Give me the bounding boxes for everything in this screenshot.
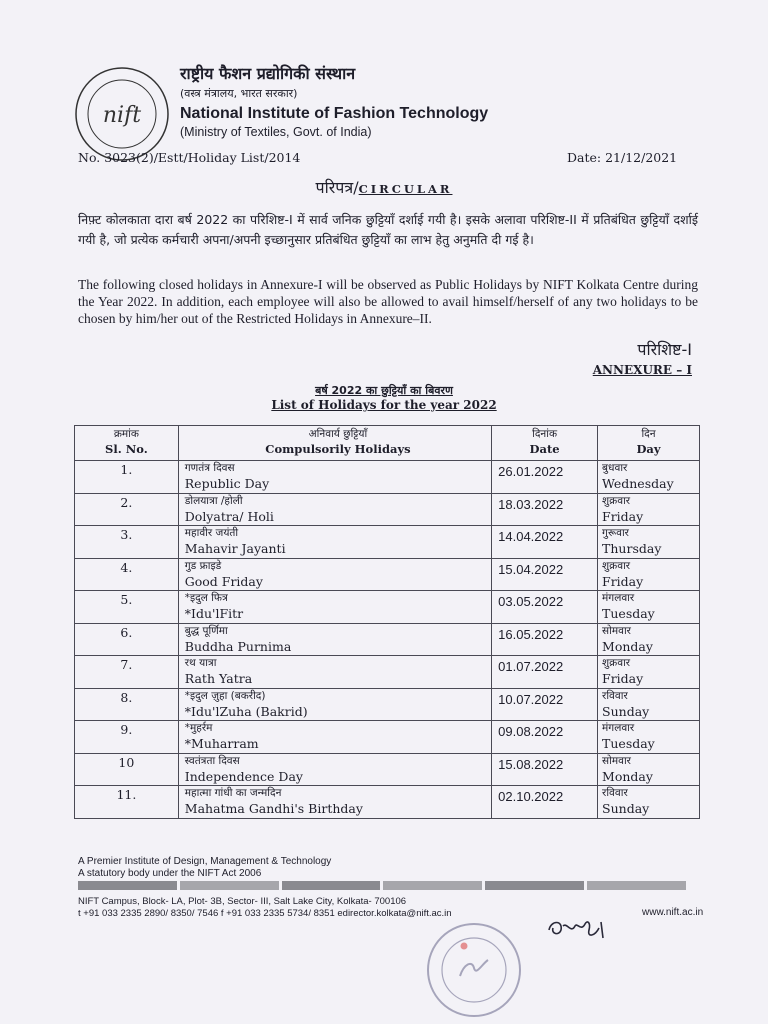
annexure-hindi: परिशिष्ट-I [637, 340, 692, 359]
holiday-name-hindi: गुड फ्राइडे [184, 559, 222, 572]
cell-date [492, 558, 598, 591]
day-hindi: मंगलवार [602, 722, 635, 734]
circular-date: Date: 21/12/2021 [567, 150, 678, 165]
header-day-english: Day [636, 442, 661, 456]
institute-stamp-image [416, 914, 532, 1018]
table-row [75, 591, 700, 624]
holiday-date: 10.07.2022 [498, 691, 564, 707]
day-hindi: सोमवार [602, 624, 631, 637]
cell-holiday [178, 656, 491, 689]
table-row [75, 623, 700, 656]
ministry-english: (Ministry of Textiles, Govt. of India) [180, 125, 372, 139]
day-english: Friday [602, 573, 644, 589]
day-hindi: शुक्रवार [602, 559, 631, 572]
cell-day [598, 526, 700, 559]
sl-no: 1. [120, 462, 133, 477]
cell-sl-no [75, 623, 179, 656]
cell-holiday [178, 461, 491, 494]
header-date [492, 426, 598, 461]
day-hindi: मंगलवार [602, 592, 635, 604]
table-row [75, 526, 700, 559]
footer-statutory: A statutory body under the NIFT Act 2006 [78, 868, 262, 879]
holiday-name-hindi: रथ यात्रा [184, 657, 217, 669]
cell-day [598, 493, 700, 526]
table-row [75, 656, 700, 689]
holiday-name-hindi: बुद्ध पूर्णिमा [184, 624, 228, 637]
header-day-hindi: दिन [641, 428, 656, 440]
cell-sl-no [75, 461, 179, 494]
day-hindi: रविवार [602, 689, 628, 702]
holiday-name-english: Dolyatra/ Holi [184, 508, 274, 524]
holiday-date: 09.08.2022 [498, 724, 564, 739]
cell-holiday [178, 526, 491, 559]
cell-holiday [178, 591, 491, 624]
sl-no: 6. [120, 624, 133, 640]
holiday-name-hindi: *इदुल फित्र [184, 592, 228, 604]
footer-address: NIFT Campus, Block- LA, Plot- 3B, Sector- III, Salt Lake City, Kolkata- 700106 [78, 896, 407, 907]
cell-day [598, 461, 700, 494]
holiday-name-english: Good Friday [184, 573, 263, 589]
day-english: Friday [602, 671, 644, 686]
cell-date [492, 688, 598, 721]
cell-date [492, 753, 598, 786]
day-english: Tuesday [602, 606, 655, 621]
cell-day [598, 656, 700, 689]
institute-name-hindi: राष्ट्रीय फैशन प्रद्योगिकी संस्थान [180, 64, 356, 83]
holiday-date: 03.05.2022 [498, 594, 564, 609]
list-title-hindi: बर्ष 2022 का छुट्टियाँ का बिवरण [315, 384, 453, 397]
cell-holiday [178, 753, 491, 786]
day-hindi: शुक्रवार [602, 657, 631, 669]
holiday-name-english: Buddha Purnima [184, 638, 292, 654]
header-holiday-english: Compulsorily Holidays [265, 442, 411, 456]
cell-date [492, 461, 598, 494]
cell-holiday [178, 786, 491, 819]
holiday-name-english: *Idu'lFitr [184, 606, 244, 621]
cell-holiday [178, 493, 491, 526]
table-row [75, 688, 700, 721]
footer-website: www.nift.ac.in [642, 907, 704, 918]
footer-contact: t +91 033 2335 2890/ 8350/ 7546 f +91 033 2335 5734/ 8351 edirector.kolkata@nift.ac.in [78, 908, 452, 919]
sl-no: 3. [120, 527, 133, 542]
sl-no: 2. [120, 494, 133, 510]
holiday-date: 18.03.2022 [498, 496, 564, 512]
holiday-name-english: Rath Yatra [184, 671, 253, 686]
cell-date [492, 591, 598, 624]
footer-tagline-block [78, 856, 331, 880]
cell-sl-no [75, 493, 179, 526]
cell-sl-no [75, 656, 179, 689]
holiday-name-hindi: महावीर जयंती [184, 527, 239, 539]
cell-date [492, 721, 598, 754]
reference-number: No. 3023(2)/Estt/Holiday List/2014 [78, 150, 301, 165]
cell-day [598, 721, 700, 754]
sl-no: 9. [120, 722, 133, 737]
cell-date [492, 526, 598, 559]
holiday-name-hindi: *इदुल ज़ुहा (बकरीद) [184, 689, 266, 702]
holiday-rows [75, 461, 700, 819]
cell-day [598, 591, 700, 624]
table-row [75, 786, 700, 819]
circular-title [0, 176, 768, 198]
footer-tagline: A Premier Institute of Design, Management & Technology [78, 856, 332, 867]
holiday-name-hindi: *मुहर्रम [184, 722, 213, 734]
paragraph-hindi: निफ़्ट कोलकाता दारा बर्ष 2022 का परिशिष्ट-I में सार्व जनिक छुट्टियाँ दर्शाई गयी है। इसके अलावा परिशिष्ट-II में प्रतिबंधित छुट्टियाँ दर्शाई गयी है, जो प्रत्येक कर्मचारी अपना/अपनी इच्छानुसार प्रतिबंधित छुट्टियाँ का लाभ हेतु अनुमति दी गई है। [78, 212, 698, 247]
cell-sl-no [75, 688, 179, 721]
sl-no: 4. [120, 559, 133, 575]
header-day [598, 426, 700, 461]
day-english: Sunday [602, 703, 650, 719]
holiday-date: 01.07.2022 [498, 659, 564, 674]
table-row [75, 461, 700, 494]
day-hindi: सोमवार [602, 754, 631, 767]
day-english: Friday [602, 508, 644, 524]
cell-sl-no [75, 753, 179, 786]
day-english: Sunday [602, 801, 650, 816]
day-english: Thursday [602, 541, 662, 556]
holiday-date: 15.08.2022 [498, 756, 564, 772]
institute-name-english: National Institute of Fashion Technology [180, 105, 489, 122]
header-holiday [178, 426, 491, 461]
cell-sl-no [75, 721, 179, 754]
table-row [75, 558, 700, 591]
day-hindi: रविवार [602, 787, 628, 799]
circular-title-english: CIRCULAR [358, 182, 453, 196]
cell-date [492, 786, 598, 819]
holiday-name-english: Republic Day [184, 476, 270, 491]
holiday-date: 15.04.2022 [498, 561, 564, 577]
cell-date [492, 656, 598, 689]
nift-logo-seal [72, 64, 172, 164]
letterhead [180, 64, 488, 140]
cell-holiday [178, 623, 491, 656]
paragraph-english: The following closed holidays in Annexure-I will be observed as Public Holidays by NIFT Kolkata Centre during the Year 2022. In addition, each employee will also be allowed to avail himself/herself of any two holidays to be chosen by him/her out of the Restricted Holidays in Annexure–II. [78, 277, 698, 326]
sl-no: 8. [120, 689, 133, 705]
day-english: Tuesday [602, 736, 655, 751]
header-date-english: Date [529, 442, 560, 456]
table-row [75, 721, 700, 754]
cell-day [598, 786, 700, 819]
sl-no: 10 [118, 754, 135, 770]
holiday-name-hindi: डोलयात्रा /होली [184, 494, 243, 507]
cell-sl-no [75, 526, 179, 559]
day-hindi: बुधवार [602, 462, 628, 474]
header-holiday-hindi: अनिवार्य छुट्टियाँ [308, 428, 368, 440]
cell-holiday [178, 721, 491, 754]
circular-title-hindi: परिपत्र/ [315, 178, 359, 197]
cell-sl-no [75, 591, 179, 624]
sl-no: 5. [120, 592, 133, 607]
cell-holiday [178, 688, 491, 721]
holiday-date: 02.10.2022 [498, 789, 564, 804]
header-sl-hindi: क्रमांक [113, 428, 139, 440]
cell-day [598, 623, 700, 656]
list-title-english: List of Holidays for the year 2022 [271, 398, 497, 412]
cell-sl-no [75, 786, 179, 819]
table-header-row [75, 426, 700, 461]
header-sl-no [75, 426, 179, 461]
holiday-name-english: *Muharram [184, 736, 259, 751]
footer-address-block [78, 896, 452, 920]
holiday-name-hindi: स्वतंत्रता दिवस [184, 754, 240, 767]
day-english: Wednesday [602, 476, 674, 491]
cell-day [598, 688, 700, 721]
logo-text: nift [102, 103, 142, 128]
holiday-name-english: *Idu'lZuha (Bakrid) [184, 703, 308, 719]
holiday-date: 26.01.2022 [498, 464, 564, 479]
footer-divider-bar [78, 881, 686, 890]
cell-sl-no [75, 558, 179, 591]
day-hindi: शुक्रवार [602, 494, 631, 507]
table-row [75, 493, 700, 526]
day-hindi: गुरूवार [602, 527, 629, 539]
signature-image [545, 912, 625, 946]
holiday-name-hindi: गणतंत्र दिवस [184, 462, 235, 474]
header-date-hindi: दिनांक [532, 428, 558, 440]
holiday-name-english: Mahavir Jayanti [184, 541, 286, 556]
holiday-date: 14.04.2022 [498, 529, 564, 544]
ministry-hindi: (वस्त्र मंत्रालय, भारत सरकार) [180, 87, 298, 100]
holiday-name-hindi: महात्मा गांधी का जन्मदिन [184, 787, 282, 799]
holiday-name-english: Independence Day [184, 768, 303, 784]
cell-date [492, 623, 598, 656]
cell-day [598, 753, 700, 786]
header-sl-english: Sl. No. [105, 442, 148, 456]
holiday-name-english: Mahatma Gandhi's Birthday [184, 801, 363, 816]
cell-day [598, 558, 700, 591]
day-english: Monday [602, 638, 653, 654]
annexure-english: ANNEXURE – I [592, 363, 692, 377]
holiday-date: 16.05.2022 [498, 626, 564, 642]
holiday-table [74, 425, 700, 819]
cell-date [492, 493, 598, 526]
sl-no: 7. [120, 657, 133, 672]
day-english: Monday [602, 768, 653, 784]
cell-holiday [178, 558, 491, 591]
table-row [75, 753, 700, 786]
sl-no: 11. [116, 787, 137, 802]
